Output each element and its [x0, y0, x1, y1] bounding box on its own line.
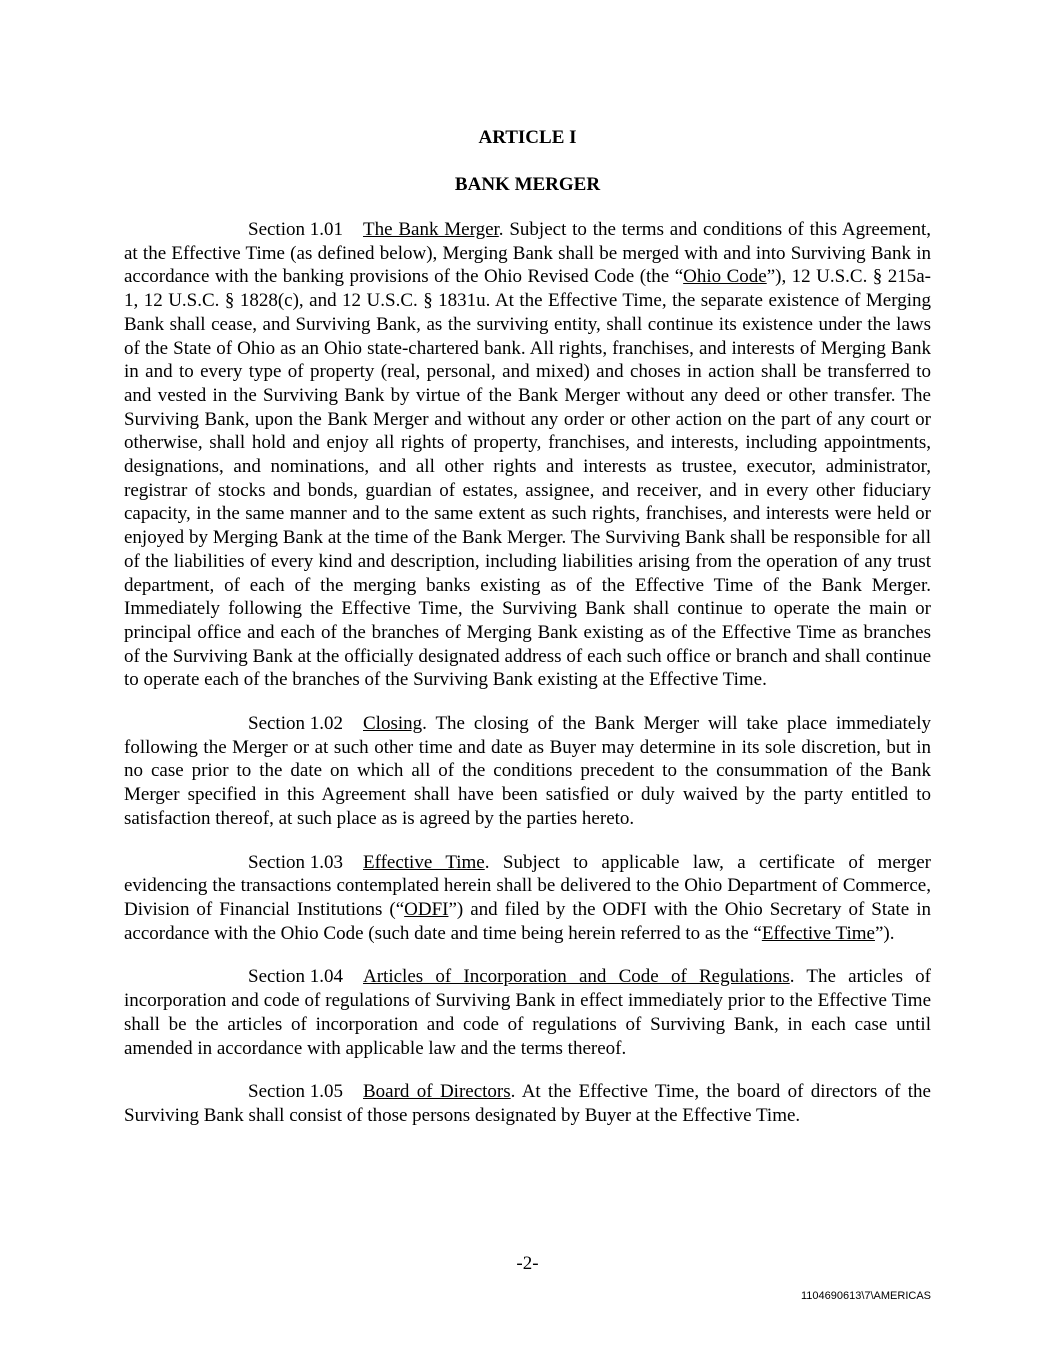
page-number: -2-	[516, 1253, 539, 1274]
defined-term: ODFI	[404, 898, 449, 920]
section-number: Section 1.04	[248, 966, 343, 988]
section-text: ”).	[874, 922, 895, 944]
section-number: Section 1.05	[248, 1081, 343, 1103]
section-paragraph	[124, 851, 931, 946]
document-id: 1104690613\7\AMERICAS	[800, 1290, 931, 1302]
article-subtitle: BANK MERGER	[454, 174, 601, 195]
section-number: Section 1.03	[248, 851, 343, 873]
section-text: . At the Effective Time, the board of directors of the Surviving Bank shall consist of those persons designated by Buyer at the Effective Time.	[124, 1081, 931, 1126]
section-text: . The articles of incorporation and code of regulations of Surviving Bank in effect immediately prior to the Effective Time shall be the articles of incorporation and code of regulations of Surviving Bank, in each case until amended in accordance with applicable law and the terms thereof.	[124, 966, 931, 1059]
defined-term: Effective Time	[363, 851, 485, 873]
section-text: ”) and filed by the ODFI with the Ohio Secretary of State in accordance with the Ohio Code (such date and time being herein referred to as the “	[124, 898, 931, 944]
section-paragraph	[124, 1080, 931, 1127]
defined-term: Ohio Code	[683, 266, 767, 288]
defined-term: Articles of Incorporation and Code of Regulations	[363, 966, 790, 988]
section-paragraph	[124, 712, 931, 831]
defined-term: The Bank Merger	[363, 219, 499, 240]
section-paragraph	[124, 218, 931, 692]
section-number: Section 1.02	[248, 713, 343, 735]
section-number: Section 1.01	[248, 219, 343, 240]
document-body	[124, 218, 931, 1148]
section-text: . Subject to the terms and conditions of this Agreement, at the Effective Time (as defined below), Merging Bank shall be merged with and into Surviving Bank in accordance with the banking provisions of the Ohio Revised Code (the “	[124, 219, 931, 288]
section-paragraph	[124, 965, 931, 1060]
defined-term: Effective Time	[761, 922, 875, 944]
section-text: ”), 12 U.S.C. § 215a-1, 12 U.S.C. § 1828(c), and 12 U.S.C. § 1831u. At the Effective Time, the separate existence of Merging Bank shall cease, and Surviving Bank, as the surviving entity, shall continue its existence under the laws of the State of Ohio as an Ohio state-chartered bank. All rights, franchises, and interests of Merging Bank in and to every type of property (real, personal, and mixed) and choses in action shall be transferred to and vested in the Surviving Bank by virtue of the Bank Merger without any deed or other transfer. The Surviving Bank, upon the Bank Merger and without any order or other action on the part of any court or otherwise, shall hold and enjoy all rights of property, franchises, and interests, including appointments, designations, and nominations, and all other rights and interests as trustee, executor, administrator, registrar of stocks and bonds, guardian of estates, assignee, and receiver, and in every other fiduciary capacity, in the same manner and to the same extent as such rights, franchises, and interests were held or enjoyed by Merging Bank at the time of the Bank Merger. The Surviving Bank shall be responsible for all of the liabilities of every kind and description, including liabilities arising from the operation of any trust department, of each of the merging banks existing as of the Effective Time of the Bank Merger. Immediately following the Effective Time, the Surviving Bank shall continue to operate the main or principal office and each of the branches of Merging Bank existing as of the Effective Time as branches of the Surviving Bank at the officially designated address of each such office or branch and shall continue to operate each of the branches of the Surviving Bank existing at the Effective Time.	[124, 266, 932, 691]
defined-term: Closing	[363, 713, 423, 735]
article-title: ARTICLE I	[478, 127, 577, 148]
defined-term: Board of Directors	[363, 1081, 511, 1103]
section-text: . Subject to applicable law, a certificate of merger evidencing the transactions contemplated herein shall be delivered to the Ohio Department of Commerce, Division of Financial Institutions (“	[124, 851, 931, 920]
section-text: . The closing of the Bank Merger will take place immediately following the Merger or at such other time and date as Buyer may determine in its sole discretion, but in no case prior to the date on which all of the conditions precedent to the consummation of the Bank Merger specified in this Agreement shall have been satisfied or duly waived by the party entitled to satisfaction thereof, at such place as is agreed by the parties hereto.	[124, 713, 931, 829]
